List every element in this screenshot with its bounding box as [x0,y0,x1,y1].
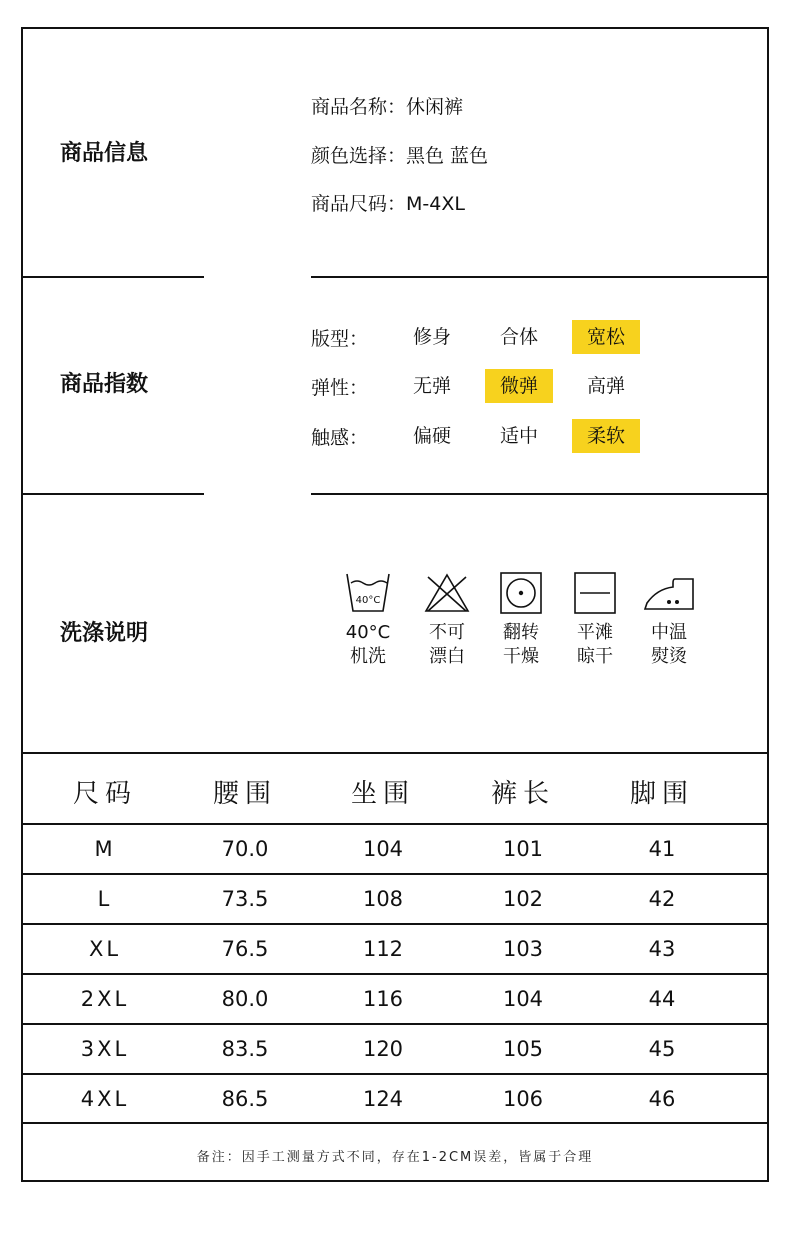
care-dry [486,571,556,669]
index-option-selected: 柔软 [572,419,640,453]
care-label-line2: 熨烫 [651,646,687,667]
washing-title: 洗涤说明 [60,621,149,646]
table-cell: 104 [362,837,404,861]
table-cell: 105 [502,1037,544,1061]
care-label-line2: 晾干 [577,646,613,667]
divider-right [311,276,769,278]
table-header-cell: 尺码 [72,779,137,809]
care-label-line2: 漂白 [429,646,465,667]
flat-dry-icon [570,571,620,615]
index-option: 偏硬 [412,425,451,447]
table-row-divider [21,1023,769,1025]
table-cell: 101 [502,837,544,861]
table-size-cell: 3XL [80,1037,130,1061]
care-label-line2: 干燥 [503,646,539,667]
table-cell: 120 [362,1037,404,1061]
table-cell: 44 [648,987,676,1011]
table-cell: 112 [362,937,404,961]
table-cell: 41 [648,837,676,861]
table-cell: 76.5 [221,937,269,961]
table-cell: 73.5 [221,887,269,911]
care-iron [634,571,704,669]
table-header-cell: 裤长 [490,779,555,809]
table-cell: 42 [648,887,676,911]
table-cell: 70.0 [221,837,269,861]
table-header-cell: 坐围 [350,779,415,809]
tumble-dry-icon [496,571,546,615]
table-row-divider [21,1073,769,1075]
care-label-line1: 中温 [651,622,687,643]
table-cell: 103 [502,937,544,961]
index-option-selected: 微弹 [485,369,553,403]
wash-40-icon [343,571,393,615]
index-option: 合体 [499,326,538,348]
table-cell: 102 [502,887,544,911]
index-row-label: 触感： [311,427,369,449]
care-label-line1: 平滩 [577,622,613,643]
table-cell: 45 [648,1037,676,1061]
table-row-divider [21,823,769,825]
table-size-cell: 2XL [80,987,130,1011]
table-cell: 116 [362,987,404,1011]
table-row-divider [21,973,769,975]
table-size-cell: L [97,887,113,911]
iron-medium-icon [639,571,699,615]
product-color-line: 颜色选择：黑色 蓝色 [311,145,489,167]
table-row-divider [21,923,769,925]
divider-right [311,493,769,495]
divider-left [21,276,204,278]
svg-text:40°C: 40°C [355,595,381,606]
no-bleach-icon [422,571,472,615]
table-size-cell: 4XL [80,1087,130,1111]
index-option: 无弹 [412,375,451,397]
index-option: 高弹 [586,375,625,397]
care-wash [333,571,403,669]
care-label-line1: 翻转 [503,622,539,643]
table-cell: 108 [362,887,404,911]
table-cell: 124 [362,1087,404,1111]
table-cell: 106 [502,1087,544,1111]
care-flat-dry [560,571,630,669]
index-option: 适中 [499,425,538,447]
product-info-title: 商品信息 [60,141,149,166]
table-cell: 83.5 [221,1037,269,1061]
product-name-line: 商品名称：休闲裤 [311,96,464,118]
care-label-line2: 机洗 [350,646,386,667]
care-bleach [412,571,482,669]
divider-left [21,493,204,495]
care-label-line1: 40°C [345,622,391,643]
table-top-divider [21,752,769,754]
product-index-title: 商品指数 [60,372,149,397]
table-header-cell: 脚围 [629,779,694,809]
table-size-cell: M [94,837,116,861]
table-cell: 104 [502,987,544,1011]
index-row-label: 版型： [311,328,369,350]
care-label-line1: 不可 [429,622,465,643]
table-cell: 86.5 [221,1087,269,1111]
index-option: 修身 [412,326,451,348]
table-cell: 46 [648,1087,676,1111]
table-row-divider [21,873,769,875]
measurement-note: 备注：因手工测量方式不同，存在1-2CM误差，皆属于合理 [196,1150,594,1165]
table-cell: 80.0 [221,987,269,1011]
index-row-label: 弹性： [311,377,369,399]
product-size-line: 商品尺码：M-4XL [311,193,465,215]
table-header-cell: 腰围 [212,779,277,809]
index-option-selected: 宽松 [572,320,640,354]
table-size-cell: XL [88,937,122,961]
table-row-divider [21,1122,769,1124]
table-cell: 43 [648,937,676,961]
